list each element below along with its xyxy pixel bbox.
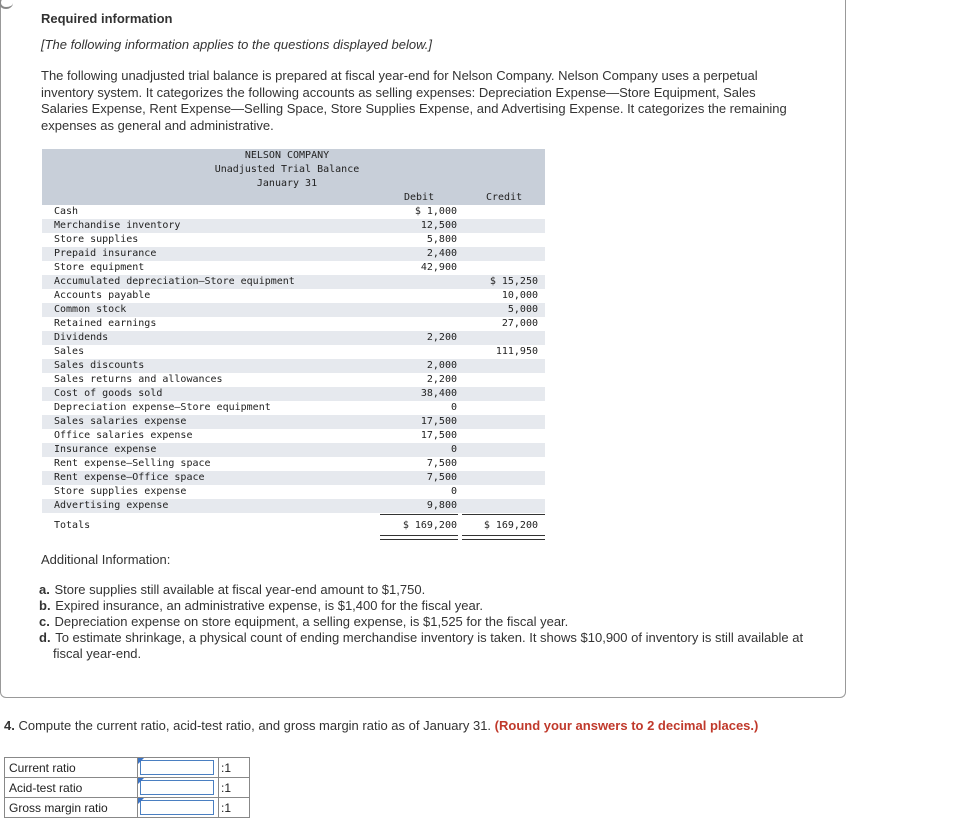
additional-info-title: Additional Information: xyxy=(41,552,171,567)
answer-table xyxy=(4,757,250,818)
table-row xyxy=(42,317,545,331)
answer-label: Acid-test ratio xyxy=(5,778,138,798)
debit-amount: 9,800 xyxy=(426,500,457,511)
table-row xyxy=(42,261,545,275)
account-name: Accumulated depreciation—Store equipment xyxy=(54,276,295,287)
table-row xyxy=(42,387,545,401)
question-hint: (Round your answers to 2 decimal places.) xyxy=(494,718,759,733)
debit-amount: 0 xyxy=(450,486,457,497)
total-rule xyxy=(380,514,458,515)
answer-label: Gross margin ratio xyxy=(5,798,138,818)
credit-amount: 111,950 xyxy=(495,346,538,357)
credit-amount: 5,000 xyxy=(507,304,538,315)
account-name: Sales xyxy=(54,346,85,357)
answer-label: Current ratio xyxy=(5,758,138,778)
account-name: Depreciation expense—Store equipment xyxy=(54,402,271,413)
additional-info-item xyxy=(39,582,833,598)
item-letter: d. xyxy=(39,630,51,645)
credit-amount: 27,000 xyxy=(501,318,538,329)
account-name: Cash xyxy=(54,206,79,217)
table-row xyxy=(42,289,545,303)
intro-paragraph: The following unadjusted trial balance is prepared at fiscal year-end for Nelson Company. Nelson Company uses a perpetual inventory system. It categorizes the following accounts as selling expenses: Depreciation Expense—Store Equipment, Sales Salaries Expense, Rent Expense—Selling Space, Store Supplies Expense, and Advertising Expense. It categorizes the remaining expenses as general and administrative. xyxy=(41,68,787,133)
debit-amount: 7,500 xyxy=(426,458,457,469)
credit-amount: 10,000 xyxy=(501,290,538,301)
additional-info-item xyxy=(39,598,833,614)
credit-column-header: Credit xyxy=(486,192,523,203)
table-row xyxy=(42,373,545,387)
item-text: Expired insurance, an administrative expense, is $1,400 for the fiscal year. xyxy=(55,598,483,613)
table-row xyxy=(42,401,545,415)
account-name: Advertising expense xyxy=(54,500,169,511)
account-name: Store supplies expense xyxy=(54,486,187,497)
account-name: Dividends xyxy=(54,332,109,343)
account-name: Common stock xyxy=(54,304,127,315)
debit-amount: 2,200 xyxy=(426,374,457,385)
table-row xyxy=(42,499,545,513)
item-text: To estimate shrinkage, a physical count of ending merchandise inventory is taken. It shows $10,900 of inventory is still available at fiscal year-end. xyxy=(53,630,804,661)
answer-row xyxy=(5,798,250,818)
question-number: 4. xyxy=(4,718,15,733)
debit-amount: 17,500 xyxy=(420,430,457,441)
account-name: Accounts payable xyxy=(54,290,151,301)
account-name: Office salaries expense xyxy=(54,430,193,441)
statement-date: January 31 xyxy=(256,178,318,189)
table-row xyxy=(42,457,545,471)
table-row xyxy=(42,429,545,443)
answer-row xyxy=(5,758,250,778)
account-name: Cost of goods sold xyxy=(54,388,163,399)
account-name: Store supplies xyxy=(54,234,139,245)
debit-column-header: Debit xyxy=(404,192,435,203)
account-name: Store equipment xyxy=(54,262,145,273)
answer-input-cell xyxy=(138,758,219,778)
table-row xyxy=(42,359,545,373)
account-name: Merchandise inventory xyxy=(54,220,181,231)
debit-amount: 2,400 xyxy=(426,248,457,259)
account-name: Prepaid insurance xyxy=(54,248,157,259)
account-name: Rent expense—Office space xyxy=(54,472,205,483)
debit-amount: 0 xyxy=(450,402,457,413)
statement-title: Unadjusted Trial Balance xyxy=(214,164,360,175)
account-name: Sales salaries expense xyxy=(54,416,187,427)
additional-info-item xyxy=(39,630,833,662)
question-4 xyxy=(4,718,758,733)
answer-input[interactable] xyxy=(140,800,214,815)
answer-input[interactable] xyxy=(140,780,214,795)
account-name: Insurance expense xyxy=(54,444,157,455)
table-row xyxy=(42,345,545,359)
table-row xyxy=(42,219,545,233)
debit-amount: 2,000 xyxy=(426,360,457,371)
table-row xyxy=(42,331,545,345)
company-name: NELSON COMPANY xyxy=(244,150,330,161)
account-name: Retained earnings xyxy=(54,318,157,329)
table-row xyxy=(42,415,545,429)
ratio-suffix: :1 xyxy=(219,758,250,778)
input-flag-icon xyxy=(138,758,144,764)
question-text: Compute the current ratio, acid-test ratio, and gross margin ratio as of January 31. xyxy=(18,718,492,733)
input-flag-icon xyxy=(138,798,144,804)
debit-amount: 5,800 xyxy=(426,234,457,245)
table-row xyxy=(42,247,545,261)
item-text: Depreciation expense on store equipment, a selling expense, is $1,525 for the fiscal year. xyxy=(54,614,569,629)
total-rule xyxy=(462,514,545,515)
trial-balance-header xyxy=(42,149,545,205)
table-row xyxy=(42,443,545,457)
table-row xyxy=(42,471,545,485)
debit-amount: 2,200 xyxy=(426,332,457,343)
answer-input-cell xyxy=(138,778,219,798)
answer-row xyxy=(5,778,250,798)
ratio-suffix: :1 xyxy=(219,778,250,798)
required-info-title: Required information xyxy=(41,11,173,26)
total-credit: $ 169,200 xyxy=(483,520,538,531)
item-letter: b. xyxy=(39,598,51,613)
table-row xyxy=(42,233,545,247)
account-name: Sales returns and allowances xyxy=(54,374,223,385)
table-row xyxy=(42,303,545,317)
account-name: Rent expense—Selling space xyxy=(54,458,211,469)
table-row xyxy=(42,485,545,499)
item-letter: a. xyxy=(39,582,50,597)
totals-row xyxy=(42,519,545,533)
debit-amount: 42,900 xyxy=(420,262,457,273)
answer-input-cell xyxy=(138,798,219,818)
table-row xyxy=(42,275,545,289)
debit-amount: 12,500 xyxy=(420,220,457,231)
double-total-rule xyxy=(462,535,545,540)
required-info-subtitle: [The following information applies to the questions displayed below.] xyxy=(41,37,432,52)
debit-amount: 38,400 xyxy=(420,388,457,399)
panel-corner-mark xyxy=(0,0,13,9)
debit-amount: $ 1,000 xyxy=(414,206,457,217)
credit-amount: $ 15,250 xyxy=(489,276,538,287)
totals-label: Totals xyxy=(54,520,91,531)
item-letter: c. xyxy=(39,614,50,629)
input-flag-icon xyxy=(138,778,144,784)
account-name: Sales discounts xyxy=(54,360,145,371)
debit-amount: 17,500 xyxy=(420,416,457,427)
debit-amount: 0 xyxy=(450,444,457,455)
table-row xyxy=(42,205,545,219)
ratio-suffix: :1 xyxy=(219,798,250,818)
item-text: Store supplies still available at fiscal year-end amount to $1,750. xyxy=(54,582,426,597)
trial-balance-table xyxy=(42,149,545,531)
answer-input[interactable] xyxy=(140,760,214,775)
double-total-rule xyxy=(380,535,458,540)
total-debit: $ 169,200 xyxy=(402,520,457,531)
additional-info-item xyxy=(39,614,833,630)
debit-amount: 7,500 xyxy=(426,472,457,483)
